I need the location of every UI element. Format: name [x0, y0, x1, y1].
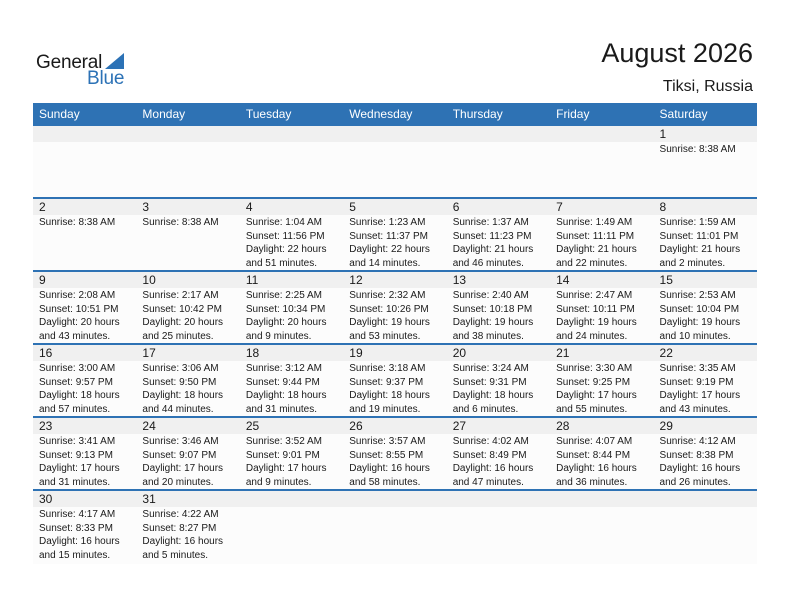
- logo-triangle-icon: [105, 53, 124, 69]
- logo-text-general: General: [36, 52, 103, 73]
- day-number: [550, 126, 653, 142]
- sunset-text: Sunset: 11:11 PM: [556, 230, 635, 242]
- day-sun-info: [343, 434, 446, 489]
- daylight-text: and 55 minutes.: [556, 403, 628, 415]
- day-number: [447, 126, 550, 142]
- day-sun-info: [136, 434, 239, 489]
- daylight-text: Daylight: 16 hours: [39, 536, 120, 547]
- day-number-row: [33, 491, 757, 507]
- daylight-text: and 53 minutes.: [349, 330, 421, 342]
- sunrise-text: Sunrise: 2:17 AM: [142, 290, 219, 301]
- daylight-text: Daylight: 17 hours: [659, 390, 741, 401]
- day-sun-info: [447, 507, 550, 564]
- sunrise-text: Sunrise: 3:06 AM: [142, 363, 219, 374]
- day-number: 31: [142, 492, 156, 506]
- day-number: 28: [556, 419, 570, 433]
- day-info-row: [33, 142, 757, 197]
- sunset-text: Sunset: 10:51 PM: [39, 303, 119, 315]
- week-row: [33, 270, 757, 343]
- sunset-text: Sunset: 10:34 PM: [245, 303, 326, 315]
- daylight-text: Daylight: 20 hours: [245, 317, 327, 328]
- daylight-text: and 2 minutes.: [659, 257, 726, 269]
- day-sun-info: [136, 288, 239, 343]
- daylight-text: and 9 minutes.: [245, 476, 312, 488]
- daylight-text: Daylight: 18 hours: [349, 390, 430, 401]
- daylight-text: Daylight: 19 hours: [452, 317, 534, 328]
- daylight-text: and 9 minutes.: [245, 330, 312, 342]
- generalblue-logo: [36, 50, 136, 90]
- day-number: 4: [245, 200, 253, 214]
- day-sun-info: [550, 215, 653, 270]
- day-sun-info: [654, 142, 757, 197]
- daylight-text: Daylight: 20 hours: [142, 317, 224, 328]
- sunrise-text: Sunrise: 4:02 AM: [452, 436, 529, 447]
- day-number: 14: [556, 273, 570, 287]
- day-sun-info: [33, 142, 136, 197]
- sunset-text: Sunset: 9:31 PM: [452, 376, 527, 388]
- daylight-text: Daylight: 19 hours: [659, 317, 741, 328]
- day-number: [136, 126, 239, 142]
- day-sun-info: [33, 361, 136, 416]
- daylight-text: Daylight: 18 hours: [39, 390, 120, 401]
- day-number: 6: [452, 200, 460, 214]
- weekday-header-row: [33, 103, 757, 126]
- day-number: 5: [349, 200, 356, 214]
- calendar-title: August 2026: [601, 38, 753, 68]
- day-sun-info: [447, 142, 550, 197]
- sunrise-text: Sunrise: 2:47 AM: [556, 290, 633, 301]
- sunset-text: Sunset: 11:37 PM: [349, 230, 429, 242]
- day-number: 3: [142, 200, 150, 214]
- sunrise-text: Sunrise: 2:25 AM: [245, 290, 322, 301]
- sunrise-text: Sunrise: 2:53 AM: [659, 290, 736, 301]
- daylight-text: Daylight: 16 hours: [452, 463, 534, 474]
- daylight-text: and 22 minutes.: [556, 257, 628, 269]
- sunset-text: Sunset: 9:37 PM: [349, 376, 424, 388]
- sunset-text: Sunset: 10:26 PM: [349, 303, 429, 315]
- day-number: [447, 491, 550, 507]
- sunrise-text: Sunrise: 1:59 AM: [659, 217, 736, 228]
- day-number-row: [33, 126, 757, 142]
- day-number: 20: [452, 346, 467, 360]
- sunset-text: Sunset: 8:33 PM: [39, 522, 113, 534]
- day-number: 26: [349, 419, 363, 433]
- daylight-text: and 51 minutes.: [245, 257, 318, 269]
- sunset-text: Sunset: 8:44 PM: [556, 449, 631, 461]
- day-number-row: [33, 345, 757, 361]
- sunset-text: Sunset: 9:13 PM: [39, 449, 113, 461]
- daylight-text: Daylight: 19 hours: [349, 317, 430, 328]
- weekday-monday: Monday: [142, 107, 186, 121]
- day-sun-info: [33, 215, 136, 270]
- daylight-text: and 47 minutes.: [452, 476, 524, 488]
- day-number: 11: [245, 273, 259, 287]
- sunrise-text: Sunrise: 4:17 AM: [39, 509, 116, 520]
- day-sun-info: [136, 361, 239, 416]
- day-sun-info: [550, 507, 653, 564]
- sunrise-text: Sunrise: 1:04 AM: [245, 217, 322, 228]
- day-number: [240, 126, 343, 142]
- day-info-row: [33, 288, 757, 343]
- daylight-text: Daylight: 16 hours: [349, 463, 430, 474]
- day-sun-info: [240, 434, 343, 489]
- sunset-text: Sunset: 9:50 PM: [142, 376, 217, 388]
- daylight-text: and 10 minutes.: [659, 330, 731, 342]
- daylight-text: and 36 minutes.: [556, 476, 628, 488]
- day-number: 17: [142, 346, 156, 360]
- sunset-text: Sunset: 8:27 PM: [142, 522, 217, 534]
- daylight-text: and 58 minutes.: [349, 476, 421, 488]
- day-sun-info: [343, 361, 446, 416]
- week-row: [33, 197, 757, 270]
- sunrise-text: Sunrise: 4:07 AM: [556, 436, 633, 447]
- day-sun-info: [343, 288, 446, 343]
- daylight-text: and 14 minutes.: [349, 257, 421, 269]
- weekday-sunday: Sunday: [39, 107, 80, 121]
- sunrise-text: Sunrise: 8:38 AM: [142, 217, 219, 228]
- day-sun-info: [654, 507, 757, 564]
- daylight-text: and 26 minutes.: [659, 476, 731, 488]
- sunset-text: Sunset: 8:55 PM: [349, 449, 424, 461]
- daylight-text: and 44 minutes.: [142, 403, 214, 415]
- day-number: 27: [452, 419, 467, 433]
- day-number: 1: [659, 127, 667, 141]
- sunset-text: Sunset: 9:07 PM: [142, 449, 217, 461]
- sunset-text: Sunset: 10:42 PM: [142, 303, 222, 315]
- daylight-text: Daylight: 17 hours: [142, 463, 224, 474]
- sunrise-text: Sunrise: 4:12 AM: [659, 436, 736, 447]
- sunset-text: Sunset: 10:18 PM: [452, 303, 533, 315]
- daylight-text: Daylight: 19 hours: [556, 317, 637, 328]
- day-number: [343, 126, 446, 142]
- day-sun-info: [136, 215, 239, 270]
- daylight-text: and 31 minutes.: [245, 403, 318, 415]
- day-sun-info: [343, 215, 446, 270]
- day-number: [240, 491, 343, 507]
- daylight-text: Daylight: 21 hours: [659, 244, 741, 255]
- day-number: 16: [39, 346, 53, 360]
- daylight-text: Daylight: 17 hours: [245, 463, 327, 474]
- sunrise-text: Sunrise: 3:35 AM: [659, 363, 736, 374]
- daylight-text: and 43 minutes.: [39, 330, 111, 342]
- daylight-text: and 20 minutes.: [142, 476, 214, 488]
- sunrise-text: Sunrise: 3:24 AM: [452, 363, 529, 374]
- day-number: 21: [556, 346, 570, 360]
- day-number: 23: [39, 419, 53, 433]
- day-number-row: [33, 272, 757, 288]
- day-number: 18: [245, 346, 260, 360]
- daylight-text: Daylight: 18 hours: [142, 390, 224, 401]
- sunset-text: Sunset: 9:44 PM: [245, 376, 320, 388]
- weekday-saturday: Saturday: [659, 107, 708, 121]
- daylight-text: Daylight: 17 hours: [39, 463, 120, 474]
- sunrise-text: Sunrise: 3:30 AM: [556, 363, 633, 374]
- daylight-text: Daylight: 16 hours: [142, 536, 224, 547]
- day-info-row: [33, 507, 757, 564]
- sunrise-text: Sunrise: 2:32 AM: [349, 290, 426, 301]
- day-number: 24: [142, 419, 156, 433]
- daylight-text: Daylight: 21 hours: [556, 244, 637, 255]
- day-number: 7: [556, 200, 563, 214]
- daylight-text: and 19 minutes.: [349, 403, 421, 415]
- day-number: [550, 491, 653, 507]
- day-sun-info: [654, 215, 757, 270]
- day-info-row: [33, 434, 757, 489]
- daylight-text: and 43 minutes.: [659, 403, 731, 415]
- sunset-text: Sunset: 10:04 PM: [659, 303, 740, 315]
- sunset-text: Sunset: 11:23 PM: [452, 230, 532, 242]
- sunset-text: Sunset: 10:11 PM: [556, 303, 635, 315]
- daylight-text: Daylight: 22 hours: [245, 244, 327, 255]
- day-sun-info: [240, 507, 343, 564]
- day-number: 15: [659, 273, 673, 287]
- sunrise-text: Sunrise: 3:52 AM: [245, 436, 322, 447]
- sunrise-text: Sunrise: 4:22 AM: [142, 509, 219, 520]
- daylight-text: Daylight: 16 hours: [556, 463, 637, 474]
- day-number: 8: [659, 200, 667, 214]
- sunrise-text: Sunrise: 3:57 AM: [349, 436, 426, 447]
- logo-text-blue: Blue: [87, 68, 125, 89]
- daylight-text: Daylight: 20 hours: [39, 317, 120, 328]
- daylight-text: and 57 minutes.: [39, 403, 111, 415]
- day-sun-info: [550, 142, 653, 197]
- calendar-location: Tiksi, Russia: [662, 78, 753, 95]
- day-number: [343, 491, 446, 507]
- daylight-text: Daylight: 17 hours: [556, 390, 637, 401]
- week-row: [33, 126, 757, 197]
- sunset-text: Sunset: 8:49 PM: [452, 449, 527, 461]
- day-number: 9: [39, 273, 46, 287]
- sunset-text: Sunset: 11:56 PM: [245, 230, 325, 242]
- day-sun-info: [240, 142, 343, 197]
- daylight-text: and 46 minutes.: [452, 257, 524, 269]
- weekday-wednesday: Wednesday: [349, 107, 413, 121]
- daylight-text: Daylight: 22 hours: [349, 244, 430, 255]
- weeks-container: [33, 126, 757, 564]
- day-sun-info: [343, 507, 446, 564]
- sunrise-text: Sunrise: 2:08 AM: [39, 290, 116, 301]
- sunrise-text: Sunrise: 3:41 AM: [39, 436, 116, 447]
- daylight-text: and 5 minutes.: [142, 549, 209, 561]
- weekday-thursday: Thursday: [452, 107, 503, 121]
- sunset-text: Sunset: 9:25 PM: [556, 376, 631, 388]
- day-sun-info: [550, 288, 653, 343]
- sunrise-text: Sunrise: 3:00 AM: [39, 363, 116, 374]
- day-number: [33, 126, 136, 142]
- day-sun-info: [136, 142, 239, 197]
- day-number-row: [33, 418, 757, 434]
- day-number: 2: [39, 200, 46, 214]
- daylight-text: and 25 minutes.: [142, 330, 214, 342]
- day-number: 19: [349, 346, 363, 360]
- day-number: 12: [349, 273, 363, 287]
- day-sun-info: [654, 434, 757, 489]
- day-number: 10: [142, 273, 156, 287]
- day-sun-info: [447, 215, 550, 270]
- day-number-row: [33, 199, 757, 215]
- daylight-text: and 38 minutes.: [452, 330, 524, 342]
- day-number: [654, 491, 757, 507]
- weekday-tuesday: Tuesday: [245, 107, 292, 121]
- day-sun-info: [447, 434, 550, 489]
- weekday-friday: Friday: [556, 107, 590, 121]
- sunrise-text: Sunrise: 8:38 AM: [659, 144, 736, 155]
- daylight-text: Daylight: 21 hours: [452, 244, 534, 255]
- sunset-text: Sunset: 9:57 PM: [39, 376, 113, 388]
- day-number: 29: [659, 419, 673, 433]
- day-number: 30: [39, 492, 53, 506]
- day-number: 22: [659, 346, 673, 360]
- day-sun-info: [447, 361, 550, 416]
- week-row: [33, 416, 757, 489]
- sunrise-text: Sunrise: 1:37 AM: [452, 217, 529, 228]
- day-sun-info: [654, 288, 757, 343]
- sunrise-text: Sunrise: 1:23 AM: [349, 217, 426, 228]
- sunrise-text: Sunrise: 3:12 AM: [245, 363, 322, 374]
- day-number: 13: [452, 273, 467, 287]
- week-row: [33, 489, 757, 564]
- calendar-grid: [33, 103, 757, 564]
- day-sun-info: [550, 434, 653, 489]
- day-sun-info: [550, 361, 653, 416]
- day-sun-info: [343, 142, 446, 197]
- sunset-text: Sunset: 9:19 PM: [659, 376, 734, 388]
- sunrise-text: Sunrise: 2:40 AM: [452, 290, 529, 301]
- day-sun-info: [447, 288, 550, 343]
- daylight-text: and 31 minutes.: [39, 476, 111, 488]
- daylight-text: Daylight: 16 hours: [659, 463, 741, 474]
- day-sun-info: [240, 288, 343, 343]
- day-sun-info: [654, 361, 757, 416]
- daylight-text: and 6 minutes.: [452, 403, 519, 415]
- week-row: [33, 343, 757, 416]
- day-sun-info: [33, 288, 136, 343]
- daylight-text: Daylight: 18 hours: [452, 390, 534, 401]
- day-sun-info: [136, 507, 239, 564]
- daylight-text: and 15 minutes.: [39, 549, 111, 561]
- day-info-row: [33, 361, 757, 416]
- sunrise-text: Sunrise: 8:38 AM: [39, 217, 116, 228]
- daylight-text: and 24 minutes.: [556, 330, 628, 342]
- day-sun-info: [33, 507, 136, 564]
- sunset-text: Sunset: 11:01 PM: [659, 230, 739, 242]
- day-sun-info: [240, 361, 343, 416]
- daylight-text: Daylight: 18 hours: [245, 390, 327, 401]
- sunrise-text: Sunrise: 1:49 AM: [556, 217, 633, 228]
- sunset-text: Sunset: 9:01 PM: [245, 449, 320, 461]
- day-number: 25: [245, 419, 260, 433]
- sunset-text: Sunset: 8:38 PM: [659, 449, 734, 461]
- sunrise-text: Sunrise: 3:46 AM: [142, 436, 219, 447]
- day-info-row: [33, 215, 757, 270]
- day-sun-info: [240, 215, 343, 270]
- sunrise-text: Sunrise: 3:18 AM: [349, 363, 426, 374]
- day-sun-info: [33, 434, 136, 489]
